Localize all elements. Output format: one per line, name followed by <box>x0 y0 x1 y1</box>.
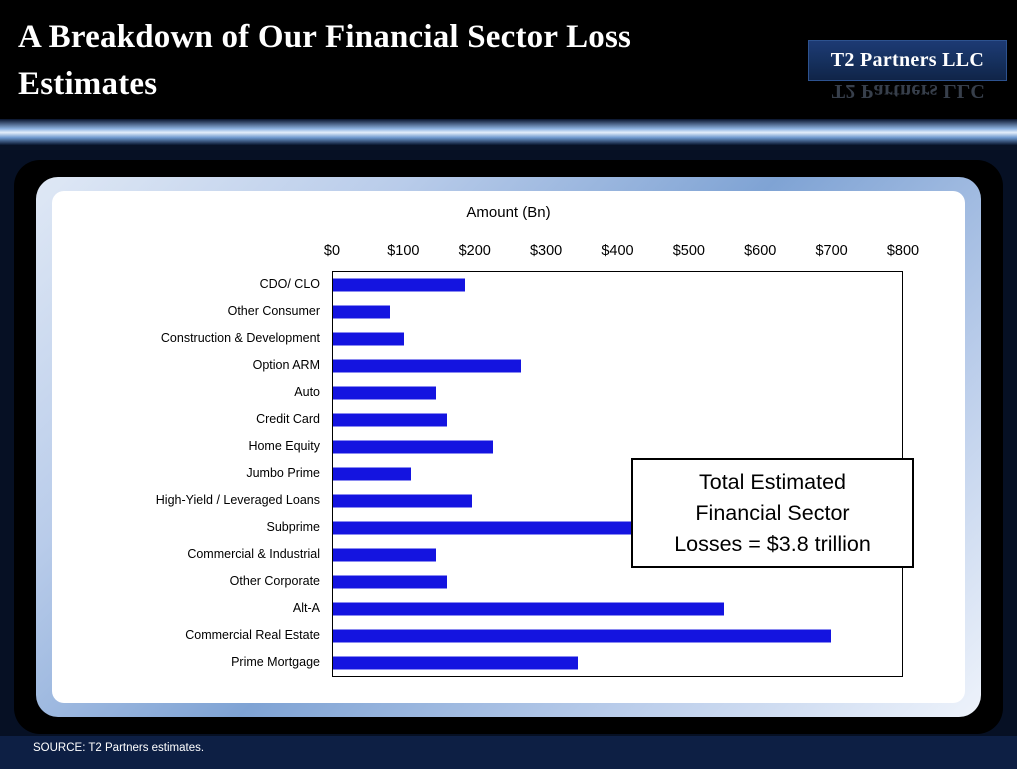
bar <box>333 656 578 669</box>
source-note: SOURCE: T2 Partners estimates. <box>33 742 205 754</box>
callout-line-1: Total Estimated <box>699 469 846 494</box>
x-tick-label: $0 <box>323 243 341 259</box>
logo-reflection-label: T2 Partners LLC <box>831 80 986 102</box>
x-tick-label: $800 <box>886 243 920 259</box>
x-tick-label: $100 <box>387 243 420 259</box>
bar <box>333 441 493 454</box>
bar <box>333 414 447 427</box>
x-tick-label: $300 <box>529 243 563 259</box>
y-category-label: Commercial Real Estate <box>185 627 320 642</box>
callout-line-3: Losses = $3.8 trillion <box>674 531 871 556</box>
bar <box>333 575 447 588</box>
x-tick-label: $600 <box>744 243 777 259</box>
x-axis-tick-labels <box>52 243 965 263</box>
x-tick-label: $500 <box>672 243 706 259</box>
bar <box>333 521 664 534</box>
chart-frame-inner <box>36 177 981 717</box>
bar <box>333 279 465 292</box>
y-category-label: Option ARM <box>252 358 320 373</box>
y-category-label: Alt-A <box>292 600 320 615</box>
total-losses-callout <box>631 458 914 568</box>
bar <box>333 387 436 400</box>
header-divider-band <box>0 119 1017 145</box>
y-category-label: Jumbo Prime <box>246 466 320 480</box>
y-category-label: Other Consumer <box>227 304 320 319</box>
chart-title: Amount (Bn) <box>466 204 551 221</box>
logo-label: T2 Partners LLC <box>830 49 985 71</box>
y-category-label: High-Yield / Leveraged Loans <box>155 492 320 507</box>
bar <box>333 629 831 642</box>
bar <box>333 468 411 481</box>
bar <box>333 333 404 346</box>
slide-body <box>0 150 1017 750</box>
bar <box>333 494 472 507</box>
logo-reflection <box>810 80 1007 104</box>
y-axis-category-labels <box>52 271 332 677</box>
y-category-label: Construction & Development <box>160 331 320 346</box>
bar <box>333 306 390 319</box>
y-category-label: Home Equity <box>248 439 320 454</box>
y-category-label: Credit Card <box>256 412 320 427</box>
bar-chart <box>52 191 965 703</box>
x-tick-label: $400 <box>601 243 634 259</box>
callout-line-2: Financial Sector <box>695 500 850 525</box>
y-category-label: Other Corporate <box>229 573 320 588</box>
y-category-label: Commercial & Industrial <box>187 546 320 561</box>
x-tick-label: $200 <box>458 243 491 259</box>
logo <box>808 40 1007 81</box>
bar <box>333 602 724 615</box>
x-tick-label: $700 <box>815 243 848 259</box>
y-category-label: Subprime <box>266 519 320 534</box>
y-category-label: Auto <box>294 385 320 400</box>
y-category-label: CDO/ CLO <box>259 277 320 292</box>
slide-footer <box>0 736 1017 769</box>
chart-frame-outer <box>14 160 1003 734</box>
bar <box>333 360 521 373</box>
slide-header <box>0 0 1017 119</box>
bar <box>333 548 436 561</box>
y-category-label: Prime Mortgage <box>231 654 320 669</box>
page-title: A Breakdown of Our Financial Sector Loss Estimates <box>18 19 632 102</box>
